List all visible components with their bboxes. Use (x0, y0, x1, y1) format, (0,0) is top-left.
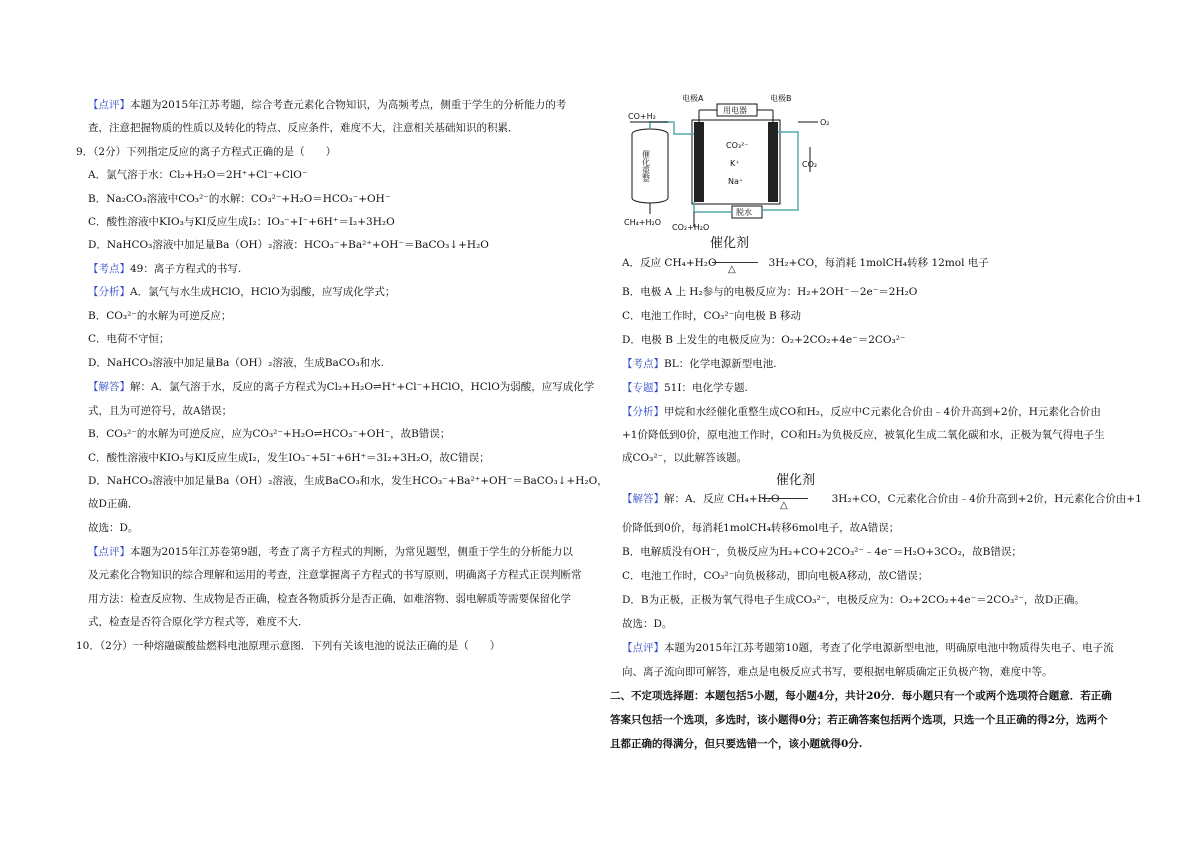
label-device: 用电器 (723, 106, 747, 115)
q9-solution-b: B．CO₃²⁻的水解为可逆反应，应为CO₃²⁻+H₂O⇌HCO₃⁻+OH⁻，故B错误； (88, 428, 451, 440)
section2-heading-l3: 且都正确的得满分，但只要选错一个，该小题就得0分. (610, 738, 863, 750)
q9-kaodian: 【考点】49：离子方程式的书写. (88, 263, 242, 275)
reaction-arrow-1 (712, 262, 758, 263)
heat-symbol-2: △ (780, 500, 788, 511)
q10-solution-c: C．电池工作时，CO₃²⁻向负极移动，即向电极A移动，故C错误； (622, 570, 929, 582)
q9-analysis-b: B．CO₃²⁻的水解为可逆反应； (88, 310, 232, 322)
label-feed: CH₄+H₂O (624, 218, 662, 227)
q9-solution-a1: 【解答】解：A．氯气溶于水，反应的离子方程式为Cl₂+H₂O⇌H⁺+Cl⁻+HClO，HClO为弱酸，应写成化学 (88, 381, 595, 393)
q9-stem: 9．（2分）下列指定反应的离子方程式正确的是（ ） (76, 146, 337, 158)
q10-kaodian: 【考点】BL：化学电源新型电池. (622, 358, 777, 370)
label-ion-na: Na⁺ (728, 177, 744, 186)
label-ion-co3: CO₃²⁻ (726, 141, 749, 150)
q9-comment-line1: 【点评】本题为2015年江苏卷第9题，考查了离子方程式的判断，为常见题型，侧重于学生的分析能力以 (88, 546, 573, 558)
label-o2: O₂ (820, 118, 830, 127)
q10-solution-a1: 【解答】解：A．反应 CH₄+H₂O 3H₂+CO，C元素化合价由﹣4价升高到+2价，H元素化合价由+1 (622, 493, 1142, 505)
q9-comment-line3: 用方法：检查反应物、生成物是否正确，检查各物质拆分是否正确，如难溶物、弱电解质等需要保留化学 (88, 593, 571, 605)
q9-analysis-c: C．电荷不守恒； (88, 333, 170, 345)
q9-option-c: C．酸性溶液中KIO₃与KI反应生成I₂：IO₃⁻+I⁻+6H⁺＝I₂+3H₂O (88, 216, 395, 228)
q10-solution-d: D．B为正极，正极为氧气得电子生成CO₃²⁻，电极反应为：O₂+2CO₂+4e⁻＝2CO₃²⁻，故D正确。 (622, 594, 1085, 606)
label-co2: CO₂ (802, 160, 818, 169)
q8-comment-line1: 【点评】本题为2015年江苏考题，综合考查元素化合物知识，为高频考点，侧重于学生的分析能力的考 (88, 99, 567, 111)
catalyst-label-2: 催化剂 (776, 473, 816, 488)
q10-zhuanti: 【专题】51I：电化学专题. (622, 382, 748, 394)
q10-solution-a2: 价降低到0价，每消耗1molCH₄转移6mol电子，故A错误； (622, 522, 900, 534)
q8-comment-line2: 查，注意把握物质的性质以及转化的特点、反应条件，难度不大，注意相关基础知识的积累． (88, 122, 519, 134)
section2-heading-l2: 答案只包括一个选项，多选时，该小题得0分；若正确答案包括两个选项，只选一个且正确的得2分，选两个 (610, 714, 1108, 726)
label-input: CO+H₂ (628, 112, 656, 121)
q10-stem: 10．（2分）一种熔融碳酸盐燃料电池原理示意图．下列有关该电池的说法正确的是（ ） (76, 640, 501, 652)
label-reformer: 催化重整 (641, 150, 651, 182)
q10-solution-b: B．电解质没有OH⁻，负极反应为H₂+CO+2CO₃²⁻﹣4e⁻＝H₂O+3CO₂，故B错误； (622, 546, 1022, 558)
q9-solution-d1: D．NaHCO₃溶液中加足量Ba（OH）₂溶液，生成BaCO₃和水，发生HCO₃⁻+Ba²⁺+OH⁻＝BaCO₃↓+H₂O， (88, 475, 608, 487)
catalyst-label-1: 催化剂 (710, 236, 750, 251)
q9-comment-line4: 式，检查是否符合原化学方程式等，难度不大． (88, 616, 309, 628)
section2-heading-l1: 二、不定项选择题：本题包括5小题，每小题4分，共计20分．每小题只有一个或两个选项符合题意．若正确 (610, 690, 1112, 702)
label-electrode-b: 电极B (770, 94, 792, 103)
q10-comment-l2: 向、离子流向即可解答，难点是电极反应式书写，要根据电解质确定正负极产物，难度中等。 (622, 666, 1053, 678)
fuel-cell-diagram (622, 92, 854, 232)
q10-answer: 故选：D。 (622, 618, 673, 630)
q10-option-d: D．电极 B 上发生的电极反应为：O₂+2CO₂+4e⁻＝2CO₃²⁻ (622, 334, 906, 346)
q10-analysis-l1: 【分析】甲烷和水经催化重整生成CO和H₂，反应中C元素化合价由﹣4价升高到+2价，H元素化合价由 (622, 406, 1101, 418)
q9-analysis-d: D．NaHCO₃溶液中加足量Ba（OH）₂溶液，生成BaCO₃和水. (88, 357, 384, 369)
q10-analysis-l3: 成CO₃²⁻，以此解答该题。 (622, 452, 748, 464)
heat-symbol-1: △ (728, 264, 736, 275)
q10-analysis-l2: +1价降低到0价，原电池工作时，CO和H₂为负极反应，被氧化生成二氧化碳和水，正极为氧气得电子生 (622, 429, 1105, 441)
q9-solution-d2: 故D正确． (88, 498, 139, 510)
q9-comment-line2: 及元素化合物知识的综合理解和运用的考查，注意掌握离子方程式的书写原则，明确离子方程式正误判断常 (88, 569, 582, 581)
label-electrode-a: 电极A (682, 94, 704, 103)
q9-solution-a2: 式，且为可逆符号，故A错误； (88, 405, 233, 417)
q10-option-a: A．反应 CH₄+H₂O 3H₂+CO，每消耗 1molCH₄转移 12mol 电子 (622, 257, 989, 269)
q9-option-d: D．NaHCO₃溶液中加足量Ba（OH）₂溶液：HCO₃⁻+Ba²⁺+OH⁻＝BaCO₃↓+H₂O (88, 239, 489, 251)
q9-option-b: B．Na₂CO₃溶液中CO₃²⁻的水解：CO₃²⁻+H₂O＝HCO₃⁻+OH⁻ (88, 193, 391, 205)
label-dehydrate: 脱水 (736, 208, 752, 217)
reaction-arrow-2 (762, 498, 808, 499)
q10-comment-l1: 【点评】本题为2015年江苏考题第10题，考查了化学电源新型电池，明确原电池中物质得失电子、电子流 (622, 642, 1114, 654)
comment-label: 【点评】 (88, 99, 130, 111)
q9-solution-c: C．酸性溶液中KIO₃与KI反应生成I₂，发生IO₃⁻+5I⁻+6H⁺＝3I₂+3H₂O，故C错误； (88, 452, 490, 464)
q10-option-c: C．电池工作时，CO₃²⁻向电极 B 移动 (622, 310, 802, 322)
label-ion-k: K⁺ (730, 159, 740, 168)
q9-answer: 故选：D。 (88, 522, 139, 534)
q9-analysis-a: 【分析】A．氯气与水生成HClO，HClO为弱酸，应写成化学式； (88, 286, 396, 298)
label-exhaust: CO₂+H₂O (672, 223, 710, 232)
q10-option-b: B．电极 A 上 H₂参与的电极反应为：H₂+2OH⁻－2e⁻＝2H₂O (622, 286, 918, 298)
q9-option-a: A．氯气溶于水：Cl₂+H₂O＝2H⁺+Cl⁻+ClO⁻ (88, 169, 308, 181)
